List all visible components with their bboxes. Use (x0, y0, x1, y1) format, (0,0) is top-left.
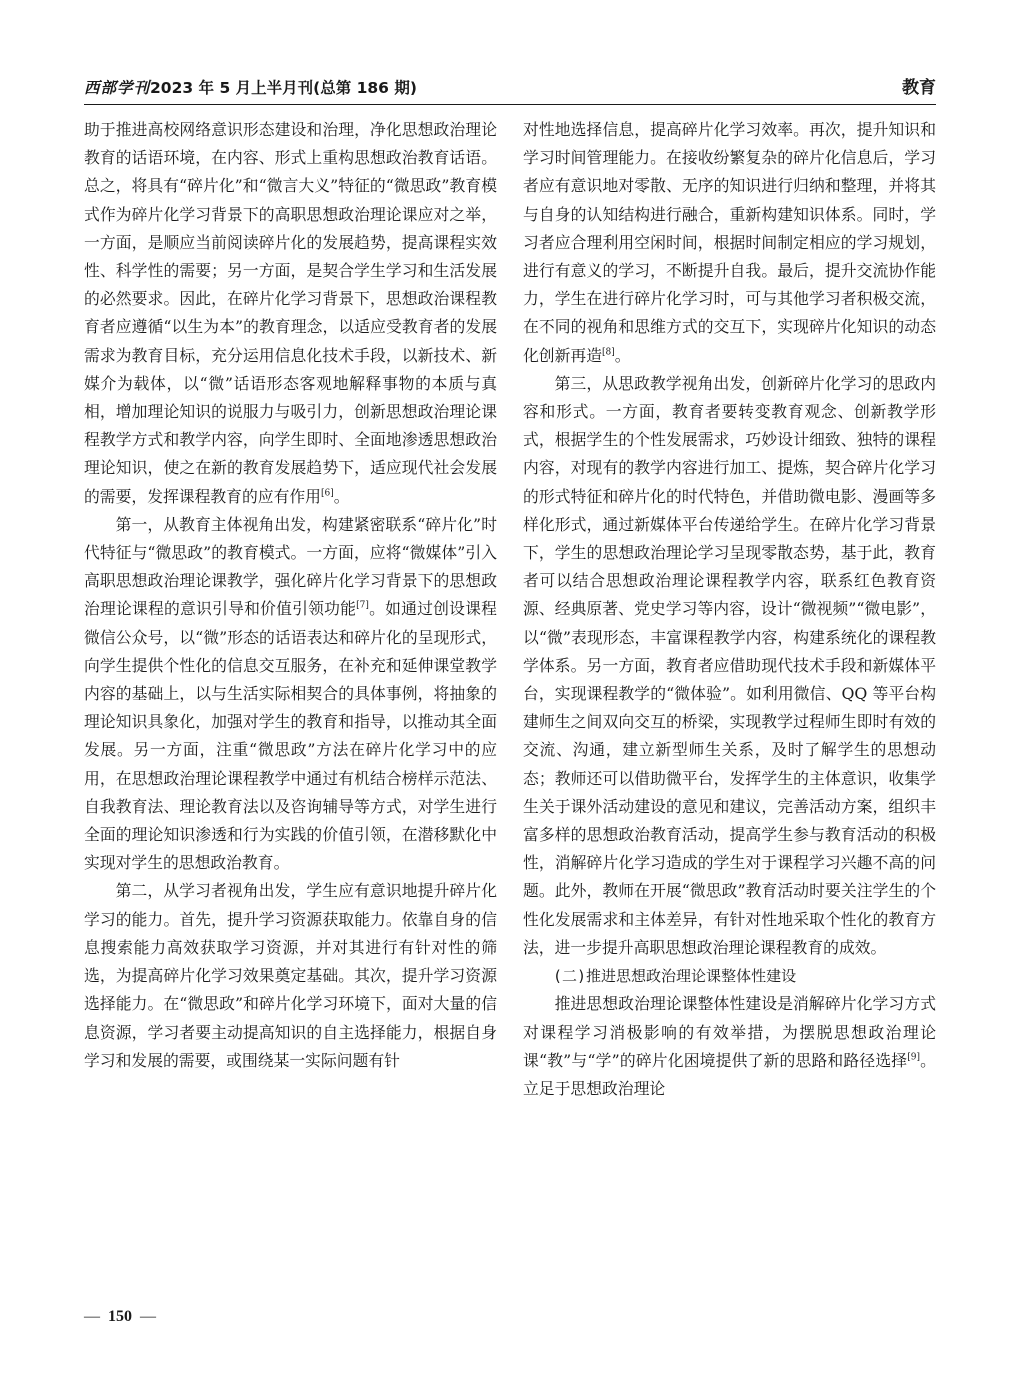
section-label: 教育 (902, 78, 936, 98)
page-footer (84, 1306, 156, 1328)
issue-info: 2023 年 5 月上半月刊(总第 186 期) (150, 79, 417, 97)
paragraph: 第三，从思政教学视角出发，创新碎片化学习的思政内容和形式。一方面，教育者要转变教育观念、创新教学形式，根据学生的个性发展需求，巧妙设计细致、独特的课程内容，对现有的教学内容进行加工、提炼，契合碎片化学习的形式特征和碎片化的时代特色，并借助微电影、漫画等多样化形式，通过新媒体平台传递给学生。在碎片化学习背景下，学生的思想政治理论学习呈现零散态势，基于此，教育者可以结合思想政治理论课程教学内容，联系红色教育资源、经典原著、党史学习等内容，设计“微视频”“微电影”，以“微”表现形态，丰富课程教学内容，构建系统化的课程教学体系。另一方面，教育者应借助现代技术手段和新媒体平台，实现课程教学的“微体验”。如利用微信、QQ 等平台构建师生之间双向交互的桥梁，实现教学过程师生即时有效的交流、沟通，建立新型师生关系，及时了解学生的思想动态；教师还可以借助微平台，发挥学生的主体意识，收集学生关于课外活动建设的意见和建议，完善活动方案，组织丰富多样的思想政治教育活动，提高学生参与教育活动的积极性，消解碎片化学习造成的学生对于课程学习兴趣不高的问题。此外，教师在开展“微思政”教育活动时要关注学生的个性化发展需求和主体差异，有针对性地采取个性化的教育方法，进一步提升高职思想政治理论课程教育的成效。 (523, 373, 936, 957)
journal-masthead (84, 76, 417, 98)
citation: [8] (602, 347, 615, 358)
paragraph: 第一，从教育主体视角出发，构建紧密联系“碎片化”时代特征与“微思政”的教育模式。一方面，应将“微媒体”引入高职思想政治理论课教学，强化碎片化学习背景下的思想政治理论课程的意识引导和价值引领功能[7]。如通过创设课程微信公众号，以“微”形态的话语表达和碎片化的呈现形式，向学生提供个性化的信息交互服务，在补充和延伸课堂教学内容的基础上，以与生活实际相契合的具体事例，将抽象的理论知识具象化，加强对学生的教育和指导，以推动其全面发展。另一方面，注重“微思政”方法在碎片化学习中的应用，在思想政治理论课程教学中通过有机结合榜样示范法、自我教育法、理论教育法以及咨询辅导等方式，对学生进行全面的理论知识渗透和行为实践的价值引领，在潜移默化中实现对学生的思想政治教育。 (84, 514, 497, 873)
citation: [6] (320, 488, 334, 499)
page-header (84, 72, 936, 98)
paragraph: 第二，从学习者视角出发，学生应有意识地提升碎片化学习的能力。首先，提升学习资源获取能力。依靠自身的信息搜索能力高效获取学习资源，并对其进行有针对性的筛选，为提高碎片化学习效果奠定基础。其次，提升学习资源选择能力。在“微思政”和碎片化学习环境下，面对大量的信息资源，学习者要主动提高知识的自主选择能力，根据自身学习和发展的需要，或围绕某一实际问题有针 (84, 881, 497, 1070)
right-column (523, 116, 936, 1103)
footer-dash-right: — (140, 1308, 156, 1325)
citation: [7] (356, 601, 369, 612)
header-rule (84, 104, 936, 105)
citation: [9] (907, 1052, 921, 1063)
journal-name: 西部学刊 (84, 78, 151, 97)
paragraph: 推进思想政治理论课整体性建设是消解碎片化学习方式对课程学习消极影响的有效举措，为摆脱思想政治理论课“教”与“学”的碎片化困境提供了新的思路和路径选择[9]。立足于思想政治理论 (523, 994, 936, 1098)
left-column (84, 116, 497, 1075)
paragraph: 助于推进高校网络意识形态建设和治理，净化思想政治理论教育的话语环境，在内容、形式上重构思想政治教育话语。总之，将具有“碎片化”和“微言大义”特征的“微思政”教育模式作为碎片化学习背景下的高职思想政治理论课应对之举，一方面，是顺应当前阅读碎片化的发展趋势，提高课程实效性、科学性的需要；另一方面，是契合学生学习和生活发展的必然要求。因此，在碎片化学习背景下，思想政治课程教育者应遵循“以生为本”的教育理念，以适应受教育者的发展需求为教育目标，充分运用信息化技术手段，以新技术、新媒介为载体，以“微”话语形态客观地解释事物的本质与真相，增加理论知识的说服力与吸引力，创新思想政治理论课程教学方式和教学内容，向学生即时、全面地渗透思想政治理论知识，使之在新的教育发展趋势下，适应现代社会发展的需要，发挥课程教育的应有作用[6]。 (84, 120, 497, 506)
paragraph: 对性地选择信息，提高碎片化学习效率。再次，提升知识和学习时间管理能力。在接收纷繁复杂的碎片化信息后，学习者应有意识地对零散、无序的知识进行归纳和整理，并将其与自身的认知结构进行融合，重新构建知识体系。同时，学习者应合理利用空闲时间，根据时间制定相应的学习规划，进行有意义的学习，不断提升自我。最后，提升交流协作能力，学生在进行碎片化学习时，可与其他学习者积极交流，在不同的视角和思维方式的交互下，实现碎片化知识的动态化创新再造[8]。 (523, 120, 936, 365)
section-heading: (二)推进思想政治理论课整体性建设 (553, 967, 797, 986)
footer-dash-left: — (84, 1308, 100, 1325)
page-number: 150 (108, 1308, 132, 1325)
